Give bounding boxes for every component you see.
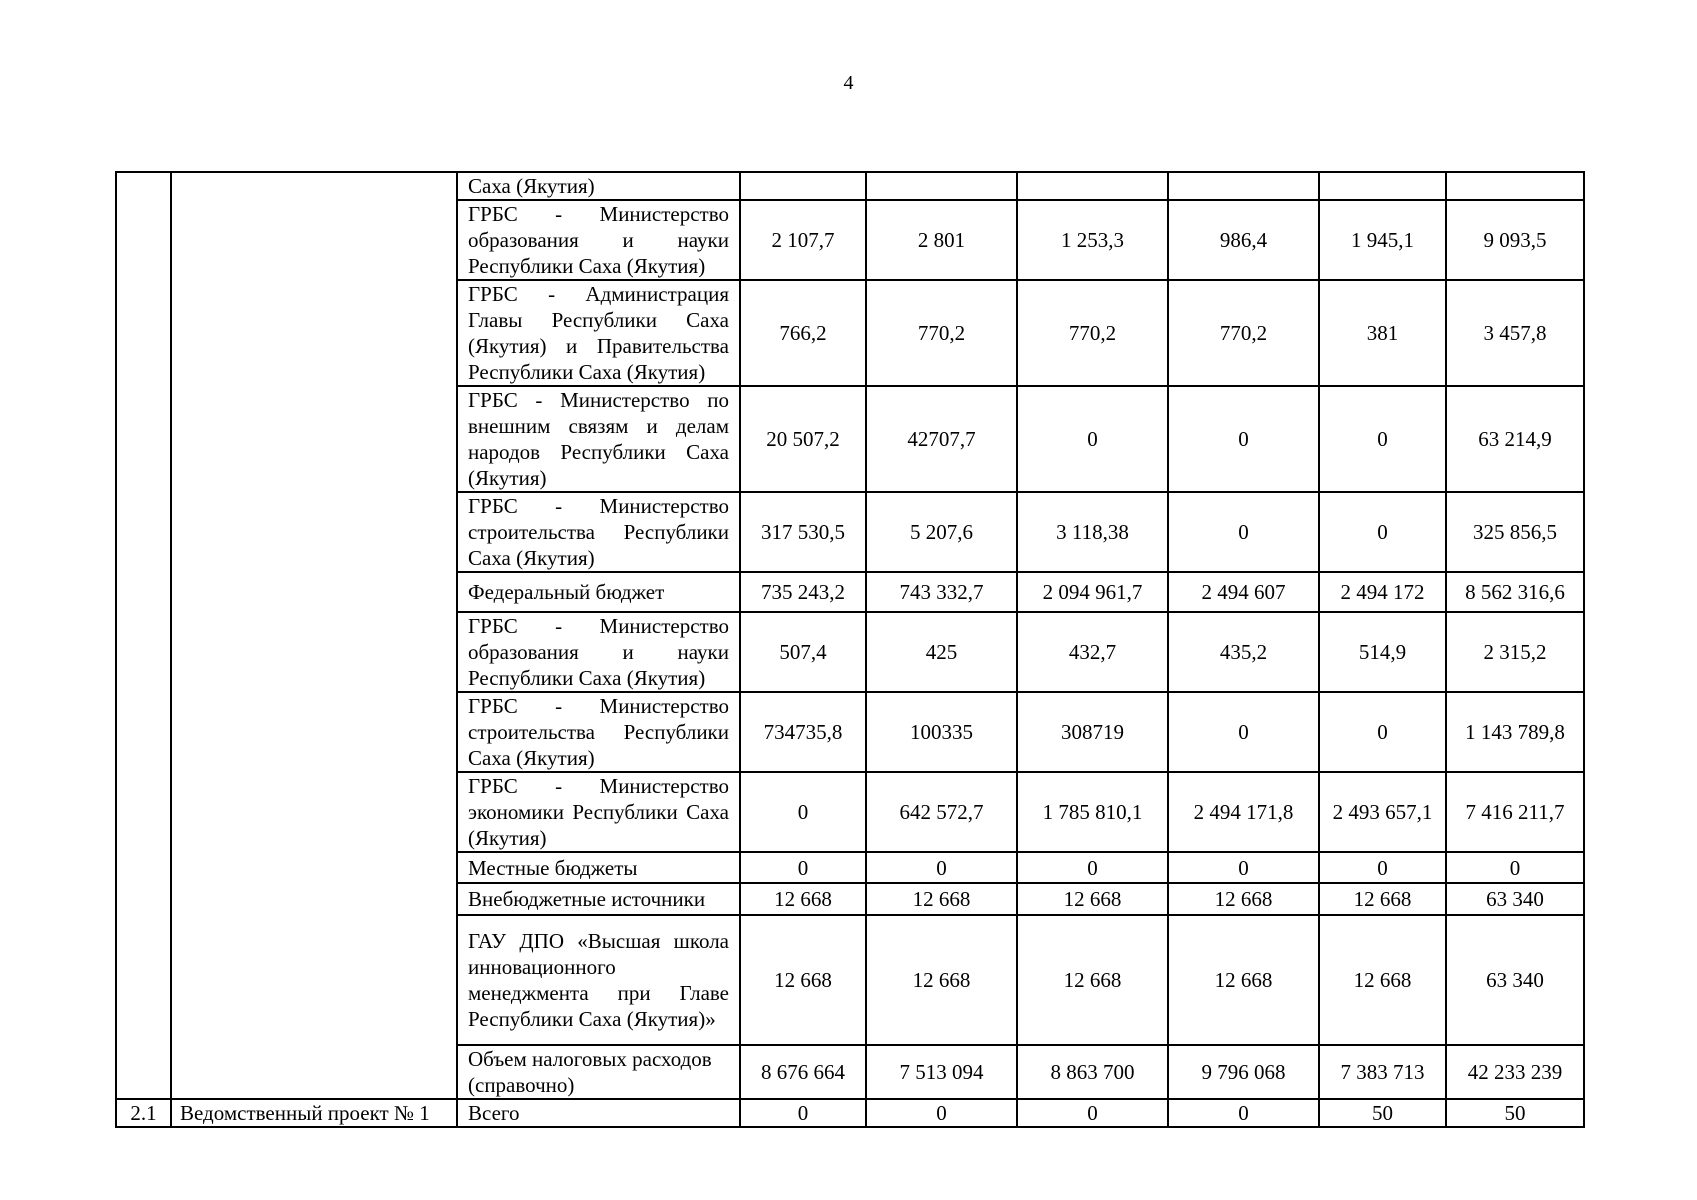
funding-source-label: Внебюджетные источники	[457, 883, 740, 915]
value-year-1: 20 507,2	[740, 386, 866, 492]
value-year-1: 507,4	[740, 612, 866, 692]
value-year-3	[1017, 172, 1168, 200]
value-year-2	[866, 172, 1017, 200]
value-year-1: 766,2	[740, 280, 866, 386]
value-year-4: 2 494 607	[1168, 572, 1319, 612]
value-year-5: 0	[1319, 692, 1446, 772]
value-total: 3 457,8	[1446, 280, 1584, 386]
value-year-1: 8 676 664	[740, 1045, 866, 1099]
value-year-2: 2 801	[866, 200, 1017, 280]
value-year-3: 0	[1017, 386, 1168, 492]
value-year-3: 1 253,3	[1017, 200, 1168, 280]
value-year-2: 12 668	[866, 915, 1017, 1045]
funding-source-label: Местные бюджеты	[457, 852, 740, 883]
value-total: 50	[1446, 1099, 1584, 1127]
funding-source-label: ГРБС - Министерство экономики Республики Саха (Якутия)	[457, 772, 740, 852]
value-year-1: 0	[740, 1099, 866, 1127]
value-year-4: 0	[1168, 692, 1319, 772]
value-year-3: 0	[1017, 1099, 1168, 1127]
value-year-4: 0	[1168, 492, 1319, 572]
funding-source-label: ГАУ ДПО «Высшая школа инновационного менеджмента при Главе Республики Саха (Якутия)»	[457, 915, 740, 1045]
value-year-3: 1 785 810,1	[1017, 772, 1168, 852]
page-number: 4	[843, 72, 854, 94]
value-year-4: 12 668	[1168, 883, 1319, 915]
value-year-5: 2 493 657,1	[1319, 772, 1446, 852]
value-year-3: 770,2	[1017, 280, 1168, 386]
value-year-4: 12 668	[1168, 915, 1319, 1045]
value-year-3: 432,7	[1017, 612, 1168, 692]
project-name-cell	[171, 172, 457, 1099]
value-year-5: 514,9	[1319, 612, 1446, 692]
row-number-cell	[116, 172, 171, 1099]
value-total: 0	[1446, 852, 1584, 883]
value-year-1: 2 107,7	[740, 200, 866, 280]
funding-source-label: ГРБС - Министерство образования и науки Республики Саха (Якутия)	[457, 200, 740, 280]
value-year-2: 100335	[866, 692, 1017, 772]
value-year-4: 770,2	[1168, 280, 1319, 386]
value-total: 7 416 211,7	[1446, 772, 1584, 852]
value-year-4: 0	[1168, 1099, 1319, 1127]
value-year-5	[1319, 172, 1446, 200]
value-total: 2 315,2	[1446, 612, 1584, 692]
value-year-5: 12 668	[1319, 915, 1446, 1045]
funding-source-label: ГРБС - Министерство строительства Республики Саха (Якутия)	[457, 692, 740, 772]
value-total: 325 856,5	[1446, 492, 1584, 572]
value-total: 63 340	[1446, 915, 1584, 1045]
value-year-4: 2 494 171,8	[1168, 772, 1319, 852]
value-year-1: 734735,8	[740, 692, 866, 772]
value-year-4	[1168, 172, 1319, 200]
funding-source-label: ГРБС - Министерство строительства Республики Саха (Якутия)	[457, 492, 740, 572]
value-year-5: 2 494 172	[1319, 572, 1446, 612]
value-total: 63 340	[1446, 883, 1584, 915]
value-year-3: 2 094 961,7	[1017, 572, 1168, 612]
value-year-4: 986,4	[1168, 200, 1319, 280]
value-year-1: 0	[740, 772, 866, 852]
value-total	[1446, 172, 1584, 200]
value-year-3: 12 668	[1017, 883, 1168, 915]
value-year-5: 0	[1319, 852, 1446, 883]
value-year-1: 12 668	[740, 883, 866, 915]
funding-source-label: Всего	[457, 1099, 740, 1127]
table-row	[116, 1099, 1584, 1127]
value-year-3: 308719	[1017, 692, 1168, 772]
table-row	[116, 172, 1584, 200]
value-year-5: 381	[1319, 280, 1446, 386]
value-year-3: 0	[1017, 852, 1168, 883]
value-year-2: 5 207,6	[866, 492, 1017, 572]
value-year-5: 7 383 713	[1319, 1045, 1446, 1099]
value-year-5: 1 945,1	[1319, 200, 1446, 280]
funding-source-label: Федеральный бюджет	[457, 572, 740, 612]
value-year-2: 743 332,7	[866, 572, 1017, 612]
value-year-1	[740, 172, 866, 200]
budget-table	[115, 171, 1585, 1128]
value-total: 42 233 239	[1446, 1045, 1584, 1099]
value-total: 1 143 789,8	[1446, 692, 1584, 772]
funding-source-label: ГРБС - Министерство по внешним связям и делам народов Республики Саха (Якутия)	[457, 386, 740, 492]
value-total: 63 214,9	[1446, 386, 1584, 492]
value-year-2: 12 668	[866, 883, 1017, 915]
value-year-5: 0	[1319, 492, 1446, 572]
value-year-1: 12 668	[740, 915, 866, 1045]
value-year-2: 425	[866, 612, 1017, 692]
value-year-4: 0	[1168, 386, 1319, 492]
value-year-4: 435,2	[1168, 612, 1319, 692]
funding-source-label: Саха (Якутия)	[457, 172, 740, 200]
value-year-3: 3 118,38	[1017, 492, 1168, 572]
value-year-2: 770,2	[866, 280, 1017, 386]
value-year-2: 7 513 094	[866, 1045, 1017, 1099]
value-year-1: 0	[740, 852, 866, 883]
funding-source-label: ГРБС - Министерство образования и науки Республики Саха (Якутия)	[457, 612, 740, 692]
value-year-5: 50	[1319, 1099, 1446, 1127]
value-year-2: 42707,7	[866, 386, 1017, 492]
row-number-cell: 2.1	[116, 1099, 171, 1127]
value-year-5: 12 668	[1319, 883, 1446, 915]
value-year-5: 0	[1319, 386, 1446, 492]
value-total: 9 093,5	[1446, 200, 1584, 280]
value-year-2: 642 572,7	[866, 772, 1017, 852]
project-name-cell: Ведомственный проект № 1	[171, 1099, 457, 1127]
value-total: 8 562 316,6	[1446, 572, 1584, 612]
funding-source-label: Объем налоговых расходов (справочно)	[457, 1045, 740, 1099]
value-year-1: 317 530,5	[740, 492, 866, 572]
value-year-3: 8 863 700	[1017, 1045, 1168, 1099]
value-year-4: 9 796 068	[1168, 1045, 1319, 1099]
value-year-4: 0	[1168, 852, 1319, 883]
value-year-1: 735 243,2	[740, 572, 866, 612]
value-year-2: 0	[866, 852, 1017, 883]
value-year-2: 0	[866, 1099, 1017, 1127]
value-year-3: 12 668	[1017, 915, 1168, 1045]
funding-source-label: ГРБС - Администрация Главы Республики Саха (Якутия) и Правительства Республики Саха (Якутия)	[457, 280, 740, 386]
